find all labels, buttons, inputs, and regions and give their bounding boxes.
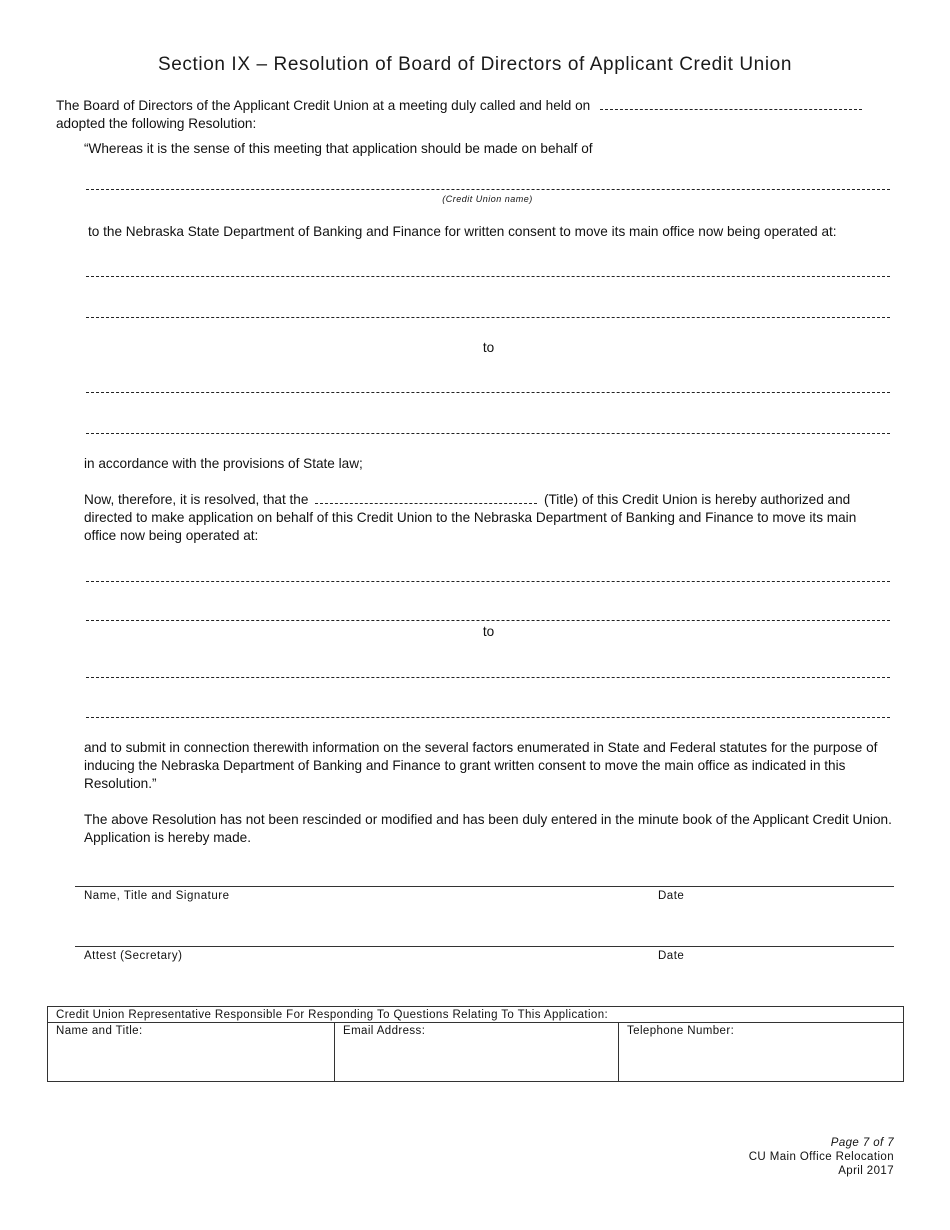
whereas-text: “Whereas it is the sense of this meeting that application should be made on behalf of [84,141,593,156]
operating-address-line-2[interactable] [86,620,890,621]
now-therefore-end: (Title) of this Credit Union is hereby authorized and [543,492,851,507]
now-therefore-line-2: directed to make application on behalf of this Credit Union to the Nebraska Department of Banking and Finance to move its main [84,510,857,525]
intro-text: The Board of Directors of the Applicant Credit Union at a meeting duly called and held on [56,98,591,113]
to-nebraska-text: to the Nebraska State Department of Banking and Finance for written consent to move its main office now being operated at: [88,224,837,239]
form-name: CU Main Office Relocation [748,1151,894,1163]
telephone-label: Telephone Number: [627,1025,735,1037]
signature-date-label: Date [658,890,685,902]
relocation-address-line-1[interactable] [86,677,890,678]
intro-line-2: adopted the following Resolution: [56,116,257,131]
now-therefore-start: Now, therefore, it is resolved, that the [84,492,309,507]
meeting-date-field[interactable] [600,97,862,110]
representative-table [47,1006,904,1082]
email-cell[interactable] [335,1023,619,1082]
name-title-label: Name and Title: [56,1025,143,1037]
new-address-line-1[interactable] [86,392,890,393]
attest-secretary-label: Attest (Secretary) [84,950,183,962]
email-label: Email Address: [343,1025,426,1037]
credit-union-name-caption: (Credit Union name) [442,194,533,204]
submit-paragraph: and to submit in connection therewith information on the several factors enumerated in State and Federal statutes for the purpose of inducing the Nebraska Department of Banking and Finance to grant written consent to move the main office as indicated in this Resolution.” [84,740,878,791]
in-accordance-text: in accordance with the provisions of State law; [84,456,363,471]
above-resolution-paragraph: The above Resolution has not been rescinded or modified and has been duly entered in the minute book of the Applicant Credit Union. Application is hereby made. [84,812,892,845]
form-date: April 2017 [838,1165,894,1177]
to-separator-2: to [482,624,495,639]
credit-union-name-field[interactable] [86,189,890,190]
signature-line-2[interactable] [75,946,894,947]
page-title: Section IX – Resolution of Board of Directors of Applicant Credit Union [157,54,793,75]
representative-header: Credit Union Representative Responsible For Responding To Questions Relating To This Application: [48,1007,904,1023]
name-title-cell[interactable] [48,1023,335,1082]
footer [749,1136,894,1178]
attest-date-label: Date [658,950,685,962]
to-separator-1: to [482,340,495,355]
current-address-line-1[interactable] [86,276,890,277]
name-title-signature-label: Name, Title and Signature [84,890,230,902]
new-address-line-2[interactable] [86,433,890,434]
now-therefore-line-3: office now being operated at: [84,528,259,543]
relocation-address-line-2[interactable] [86,717,890,718]
intro-line-1 [56,97,862,115]
now-therefore-line-1 [84,491,850,509]
officer-title-field[interactable] [315,491,537,504]
page-number: Page 7 of 7 [830,1137,894,1149]
signature-line-1[interactable] [75,886,894,887]
telephone-cell[interactable] [619,1023,904,1082]
operating-address-line-1[interactable] [86,581,890,582]
current-address-line-2[interactable] [86,317,890,318]
